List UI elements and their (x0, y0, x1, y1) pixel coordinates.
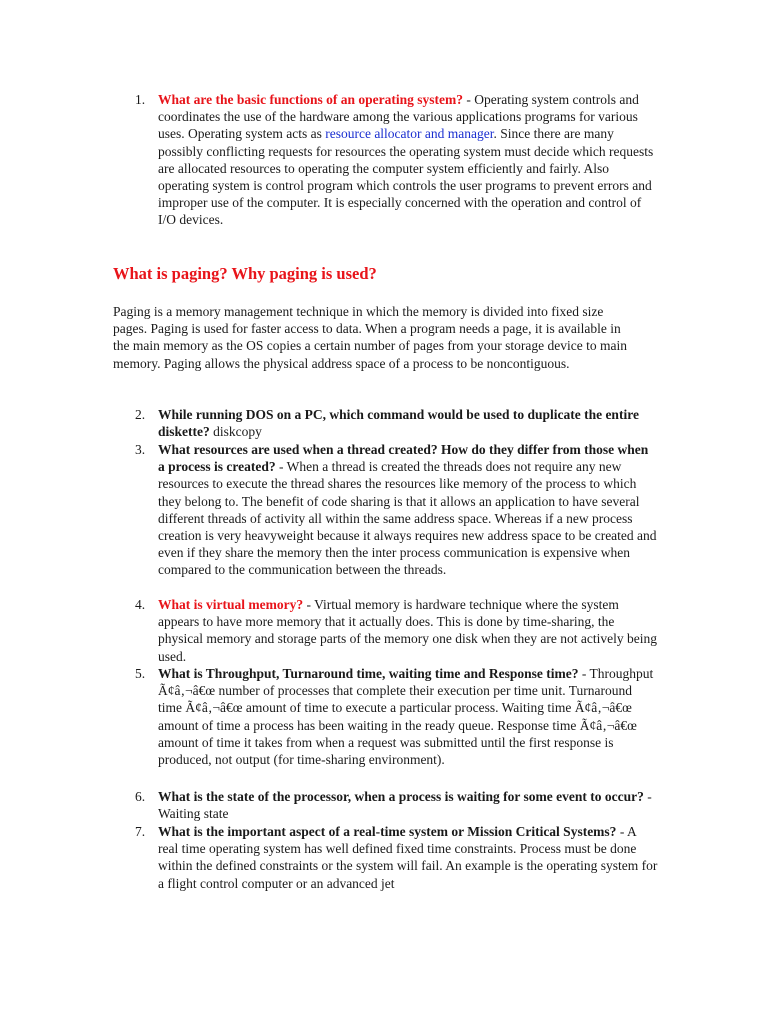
answer-text: diskcopy (209, 424, 262, 440)
resource-allocator-link[interactable]: resource allocator and manager (325, 126, 494, 142)
list-item-2 (135, 406, 658, 440)
list-number: 5. (135, 666, 146, 681)
question-text: What is the state of the processor, when a process is waiting for some event to occur? (158, 789, 644, 804)
list-number: 7. (135, 824, 146, 839)
list-item-6 (135, 788, 658, 822)
question-text: While running DOS on a PC, which command would be used to duplicate the entire diskette? (158, 407, 639, 440)
list-item-5 (135, 665, 658, 768)
answer-text: - A real time operating system has well defined fixed time constraints. Process must be done within the defined constraints or the system will fail. An example is the operating system for a flight control computer or an advanced jet (158, 824, 658, 891)
list-item-7 (135, 823, 658, 892)
question-text: What are the basic functions of an operating system? (158, 92, 463, 107)
list-number: 4. (135, 597, 146, 612)
answer-text: - Operating system controls and coordinates the use of the hardware among the various applications programs for various uses. Operating system acts as (158, 92, 639, 142)
list-number: 2. (135, 407, 146, 422)
question-text: What is virtual memory? (158, 597, 304, 612)
list-number: 1. (135, 92, 146, 107)
list-item-1 (135, 91, 658, 229)
paging-heading: What is paging? Why paging is used? (113, 264, 377, 283)
list-item-3 (135, 441, 658, 579)
list-number: 3. (135, 442, 146, 457)
answer-text: - Throughput Ã¢â‚¬â€œ number of processes that complete their execution per time unit. Turnaround time Ã¢â‚¬â€œ amount of time to execute a particular process. Waiting time Ã¢â‚¬â€œ amount of time a process has been waiting in the ready queue. Response time Ã¢â‚¬â€œ amount of time it takes from when a request was submitted until the first response is produced, not output (for time-sharing environment). (158, 666, 654, 768)
question-text: What is the important aspect of a real-time system or Mission Critical Systems? (158, 824, 617, 839)
question-text: What is Throughput, Turnaround time, waiting time and Response time? (158, 666, 579, 681)
answer-text: - When a thread is created the threads does not require any new resources to execute the thread shares the resources like memory of the process to which they belong to. The benefit of code sharing is that it allows an application to have several different threads of activity all within the same address space. Whereas if a new process creation is very heavyweight because it always requires new address space to be created and even if they share the memory then the inter process communication is expensive when compared to the communication between the threads. (158, 459, 657, 578)
question-text: What resources are used when a thread created? How do they differ from those when a process is created? (158, 442, 649, 475)
answer-text: - Waiting state (158, 789, 652, 822)
list-item-4 (135, 596, 658, 665)
paging-paragraph: Paging is a memory management technique in which the memory is divided into fixed size pages. Paging is used for faster access to data. When a program needs a page, it is available in the main memory as the OS copies a certain number of pages from your storage device to main memory. Paging allows the physical address space of a process to be noncontiguous. (113, 304, 627, 371)
answer-text-continued: . Since there are many possibly conflicting requests for resources the operating system must decide which requests are allocated resources to operating the computer system efficiently and fairly. Also operating system is control program which controls the user programs to prevent errors and improper use of the computer. It is especially concerned with the operation and control of I/O devices. (158, 126, 654, 228)
answer-text: - Virtual memory is hardware technique where the system appears to have more memory that it actually does. This is done by time-sharing, the physical memory and storage parts of the memory one disk when they are not actively being used. (158, 597, 657, 664)
list-number: 6. (135, 789, 146, 804)
